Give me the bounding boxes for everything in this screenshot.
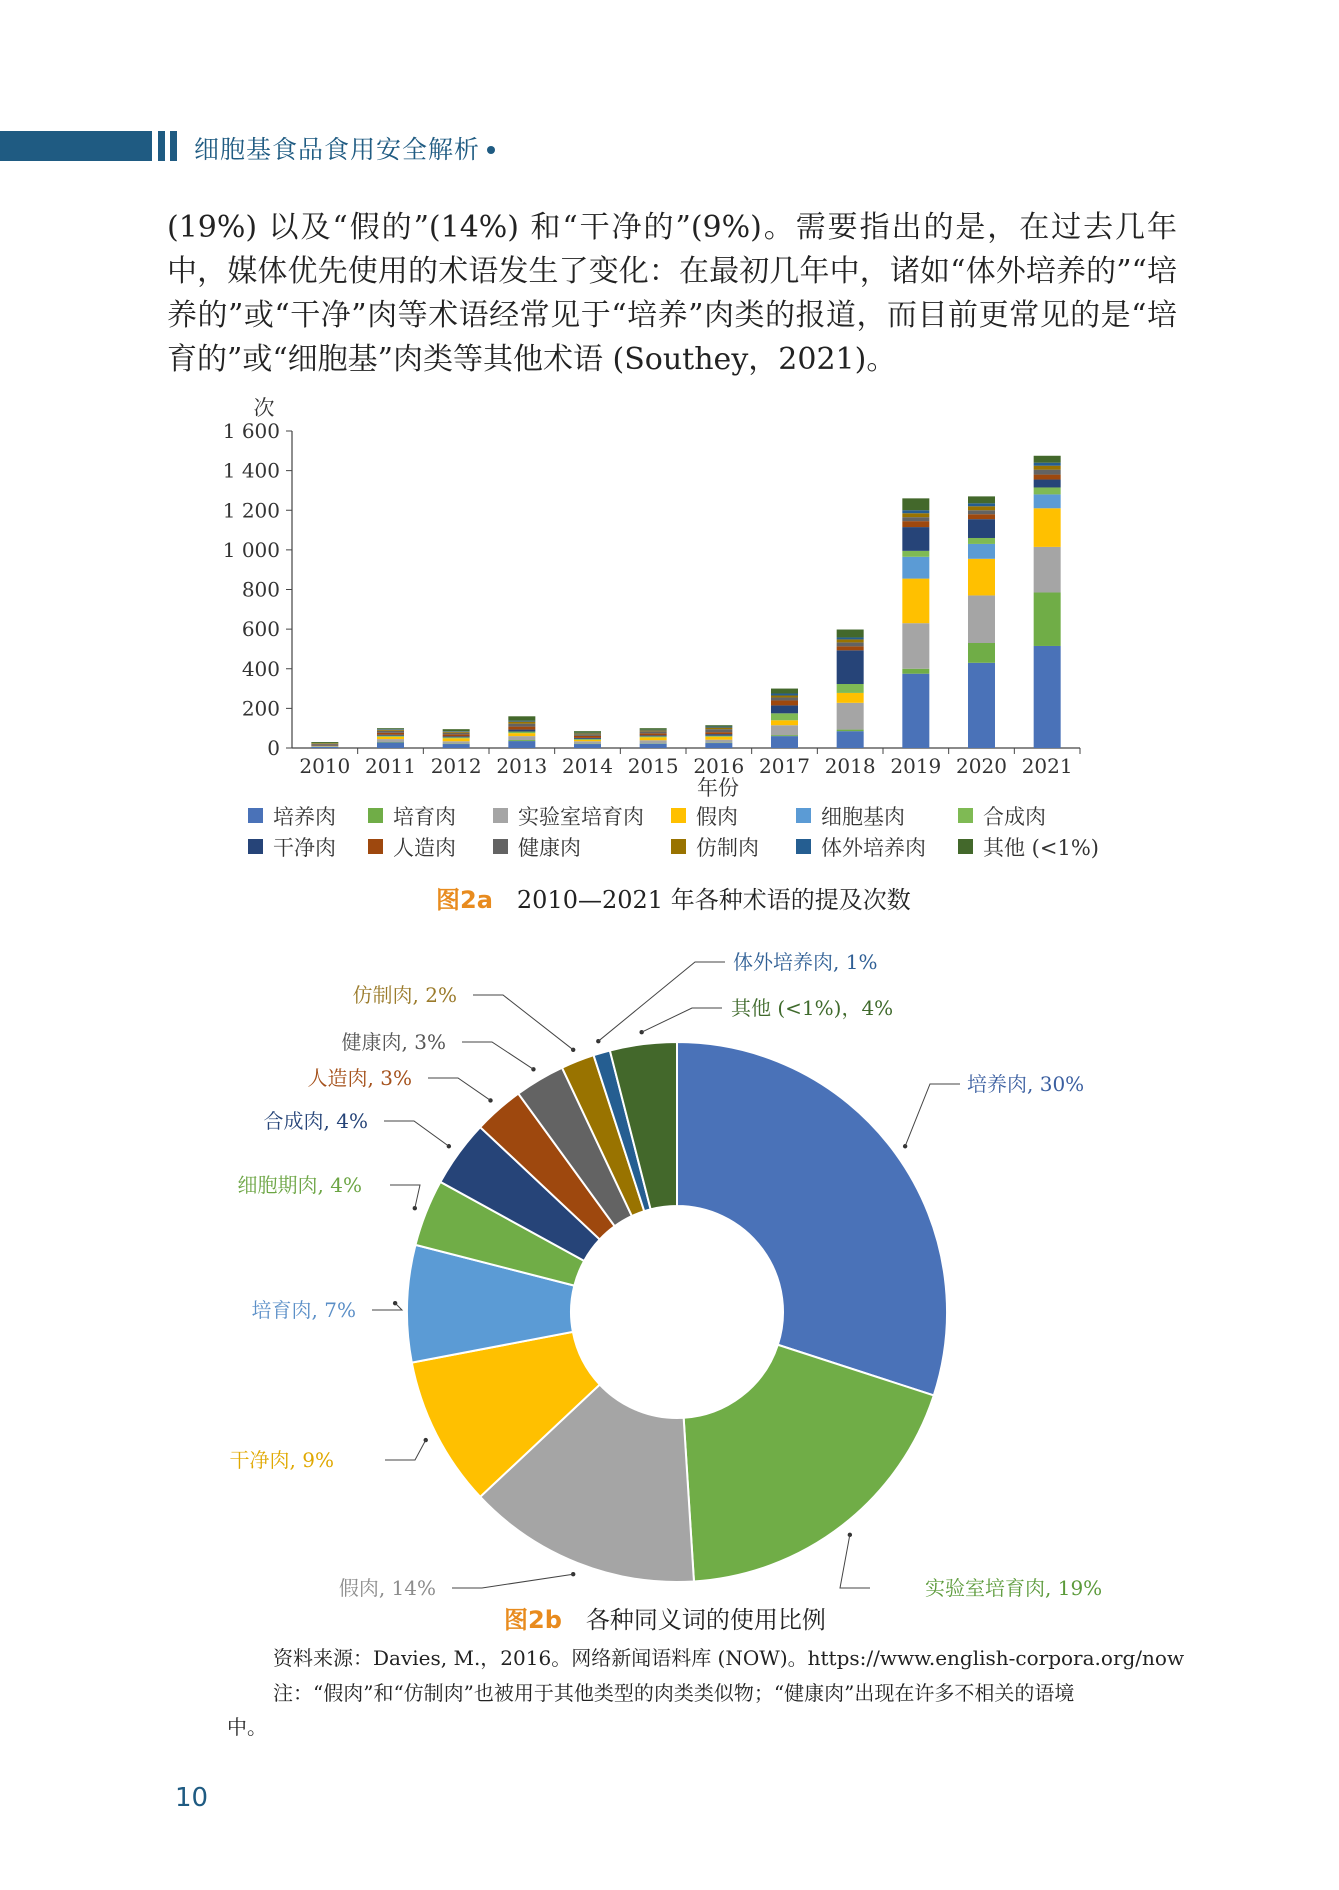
slice-label: 培育肉, 7% [251,1298,356,1322]
y-tick-label: 1 200 [222,498,280,523]
x-tick-label: 2020 [956,754,1007,778]
legend-label: 实验室培育肉 [518,804,644,829]
y-axis-label: 次 [253,396,275,420]
y-tick-label: 400 [241,656,280,681]
leader-line [384,1121,449,1146]
figure-2b-caption [504,1600,826,1635]
figure-2a-label: 图2a [436,886,493,914]
slice-label: 实验室培育肉, 19% [925,1576,1103,1600]
x-tick-label: 2013 [496,754,548,778]
leader-line [385,1440,426,1460]
leader-line [372,1303,402,1310]
x-tick-label: 2018 [824,754,876,778]
y-tick-label: 1 000 [222,537,280,562]
legend-label: 体外培养肉 [821,835,926,860]
x-tick-label: 2016 [693,754,745,778]
x-tick-label: 2012 [430,754,482,778]
x-tick-label: 2015 [627,754,679,778]
leader-line [642,1008,722,1032]
slice-label: 干净肉, 9% [229,1448,334,1472]
x-tick-label: 2021 [1021,754,1073,778]
page-number: 10 [175,1783,209,1813]
x-tick-label: 2017 [759,754,810,778]
slice-label: 仿制肉, 2% [352,983,457,1007]
leader-line [452,1574,573,1588]
legend-label: 培育肉 [393,804,456,829]
y-tick-label: 1 600 [222,419,280,443]
legend-label: 细胞基肉 [821,804,905,829]
note-paragraph: 注：“假肉”和“仿制肉”也被用于其他类型的肉类类似物；“健康肉”出现在许多不相关的语境中。 [227,1681,1075,1739]
y-tick-label: 1 400 [222,458,280,483]
body-paragraph: (19%) 以及“假的”(14%) 和“干净的”(9%)。需要指出的是，在过去几年中，媒体优先使用的术语发生了变化：在最初几年中，诸如“体外培养的”“培养的”或“干净”肉等术语经常见于“培养”肉类的报道，而目前更常见的是“培育的”或“细胞基”肉类等其他术语 (Southey，2021)。 [167,210,1177,377]
leader-line [905,1084,960,1146]
slice-label: 合成肉, 4% [263,1109,368,1133]
leader-line [840,1535,870,1588]
legend-label: 健康肉 [518,835,581,860]
y-tick-label: 800 [241,577,280,602]
x-axis-label: 年份 [697,776,739,800]
slice-label: 健康肉, 3% [341,1030,446,1054]
running-header-title: 细胞基食品食用安全解析 [194,135,481,164]
leader-line [598,962,725,1041]
donut-slice [677,1042,947,1395]
source-line: 资料来源：Davies, M.，2016。网络新闻语料库 (NOW)。https://www.english-corpora.org/now [273,1646,1185,1670]
leader-line [390,1185,420,1208]
legend-label: 其他 (<1%) [983,835,1099,860]
y-tick-label: 0 [267,736,280,760]
leader-line [428,1078,491,1100]
x-tick-label: 2019 [890,754,942,778]
legend-label: 培养肉 [273,804,336,829]
figure-2a-title: 2010—2021 年各种术语的提及次数 [516,886,911,914]
figure-2b-title: 各种同义词的使用比例 [585,1606,826,1634]
slice-label: 体外培养肉, 1% [733,950,878,974]
legend-label: 仿制肉 [696,835,759,860]
slice-label: 其他 (<1%)，4% [731,996,894,1020]
legend-label: 合成肉 [983,804,1046,829]
slice-label: 假肉, 14% [338,1576,436,1600]
legend-label: 干净肉 [273,835,336,860]
x-tick-label: 2011 [365,754,416,778]
legend-label: 假肉 [696,804,738,829]
legend-label: 人造肉 [393,835,456,860]
leader-line [462,1042,533,1069]
slice-label: 培养肉, 30% [967,1072,1085,1096]
x-tick-label: 2014 [562,754,613,778]
y-tick-label: 600 [241,617,280,642]
figure-2b-label: 图2b [504,1606,562,1634]
y-tick-label: 200 [241,696,280,721]
x-tick-label: 2010 [299,754,351,778]
slice-label: 人造肉, 3% [307,1066,412,1090]
leader-dot [903,1144,907,1148]
slice-label: 细胞期肉, 4% [237,1173,362,1197]
